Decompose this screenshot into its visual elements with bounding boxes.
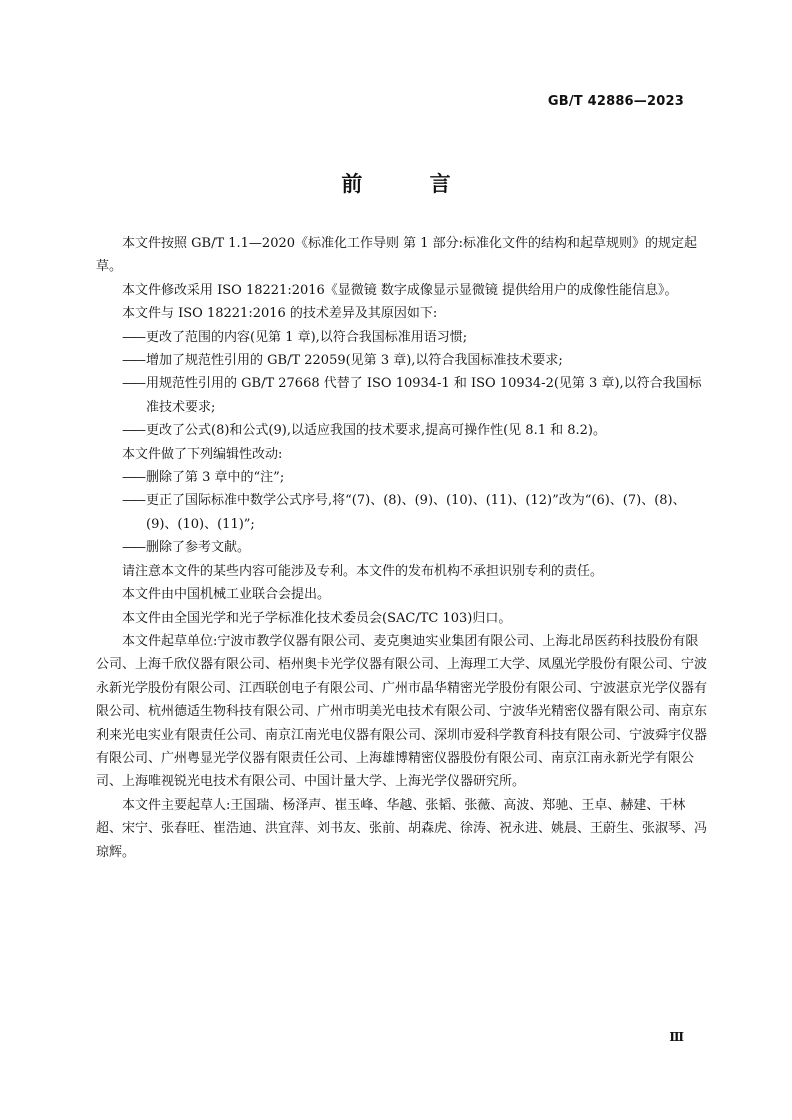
list-item: —— 增加了规范性引用的 GB/T 22059(见第 3 章),以符合我国标准技术要求; (96, 349, 708, 372)
list-item: —— 更正了国际标准中数学公式序号,将“(7)、(8)、(9)、(10)、(11)、(12)”改为“(6)、(7)、(8)、(9)、(10)、(11)”; (96, 489, 708, 536)
paragraph-drafting-rules: 本文件按照 GB/T 1.1—2020《标准化工作导则 第 1 部分:标准化文件的结构和起草规则》的规定起草。 (96, 236, 698, 275)
paragraph-patent-notice: 请注意本文件的某些内容可能涉及专利。本文件的发布机构不承担识别专利的责任。 (122, 563, 604, 579)
list-item: —— 更改了范围的内容(见第 1 章),以符合我国标准用语习惯; (96, 326, 708, 349)
paragraph-adoption: 本文件修改采用 ISO 18221:2016《显微镜 数字成像显示显微镜 提供给用户的成像性能信息》。 (122, 282, 678, 298)
paragraph-drafters: 本文件主要起草人:王国瑞、杨泽声、崔玉峰、华越、张韬、张薇、高波、郑驰、王卓、赫建、干林超、宋宁、张春旺、崔浩迪、洪宜萍、刘书友、张前、胡森虎、徐涛、祝永进、姚晨、王蔚生、张淑琴、冯琼辉。 (96, 797, 708, 860)
paragraph-editorial-changes: 本文件做了下列编辑性改动: (122, 446, 283, 462)
paragraph-technical-differences: 本文件与 ISO 18221:2016 的技术差异及其原因如下: (122, 306, 438, 322)
paragraph-proposed-by: 本文件由中国机械工业联合会提出。 (122, 587, 331, 603)
paragraph-drafting-units: 本文件起草单位:宁波市教学仪器有限公司、麦克奥迪实业集团有限公司、上海北昂医药科技股份有限公司、上海千欣仪器有限公司、梧州奥卡光学仪器有限公司、上海理工大学、凤凰光学股份有限公司、宁波永新光学股份有限公司、江西联创电子有限公司、广州市晶华精密光学股份有限公司、宁波湛京光学仪器有限公司、杭州德适生物科技有限公司、广州市明美光电技术有限公司、宁波华光精密仪器有限公司、南京东利来光电实业有限责任公司、南京江南光电仪器有限公司、深圳市爱科学教育科技有限公司、宁波舜宇仪器有限公司、广州粤显光学仪器有限责任公司、上海雄博精密仪器股份有限公司、南京江南永新光学有限公司、上海唯视锐光电技术有限公司、中国计量大学、上海光学仪器研究所。 (96, 633, 708, 790)
list-item: —— 删除了第 3 章中的“注”; (96, 466, 708, 489)
document-body (96, 232, 708, 864)
page-number: Ⅲ (669, 1030, 684, 1044)
list-item: —— 删除了参考文献。 (96, 536, 708, 559)
paragraph-under-jurisdiction: 本文件由全国光学和光子学标准化技术委员会(SAC/TC 103)归口。 (122, 610, 512, 626)
list-item: —— 用规范性引用的 GB/T 27668 代替了 ISO 10934-1 和 ISO 10934-2(见第 3 章),以符合我国标准技术要求; (96, 372, 708, 419)
standard-number: GB/T 42886—2023 (547, 94, 684, 109)
list-item: —— 更改了公式(8)和公式(9),以适应我国的技术要求,提高可操作性(见 8.1 和 8.2)。 (96, 419, 708, 442)
page-title: 前 言 (341, 172, 481, 196)
